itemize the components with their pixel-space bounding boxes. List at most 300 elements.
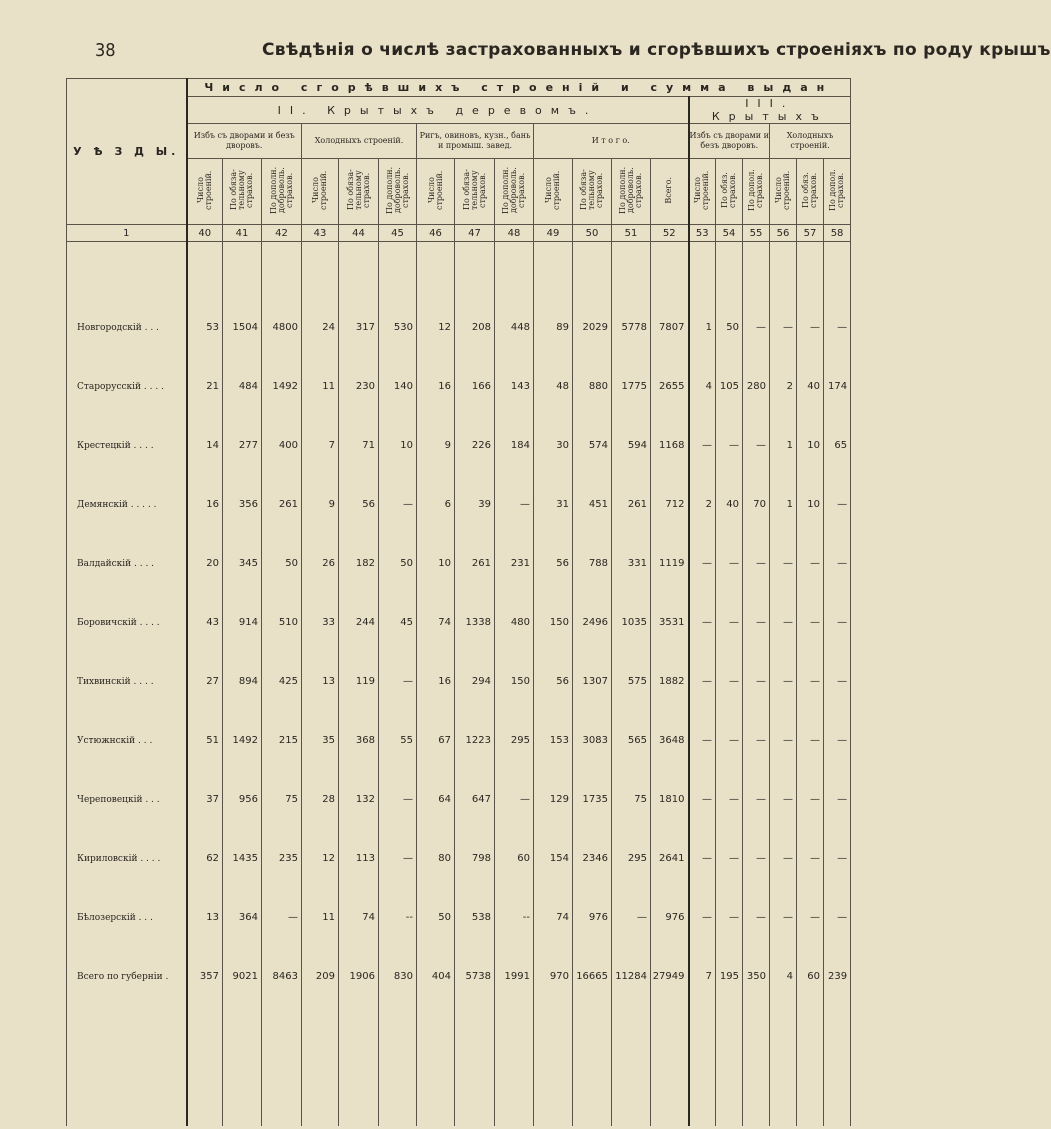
group-header: И т о г о.: [534, 124, 689, 159]
table-cell: —: [495, 770, 534, 829]
table-cell: 209: [302, 947, 339, 1006]
table-cell: —: [743, 298, 770, 357]
table-cell: 30: [534, 416, 573, 475]
table-row: [67, 711, 851, 770]
table-cell: 6: [417, 475, 455, 534]
table-cell: 1223: [455, 711, 495, 770]
table-cell: 27949: [651, 947, 689, 1006]
table-cell: —: [797, 888, 824, 947]
page-title: Свѣдѣнія о числѣ застрахованныхъ и сгорѣвшихъ строеніяхъ по роду крышъ: [262, 40, 1051, 60]
table-cell: 10: [417, 534, 455, 593]
table-cell: —: [689, 711, 716, 770]
table-cell: 55: [379, 711, 417, 770]
table-cell: 39: [455, 475, 495, 534]
table-cell: —: [716, 652, 743, 711]
table-cell: 480: [495, 593, 534, 652]
column-number: 1: [67, 225, 187, 242]
table-cell: 20: [187, 534, 223, 593]
table-cell: —: [743, 711, 770, 770]
table-cell: —: [743, 829, 770, 888]
table-cell: —: [797, 829, 824, 888]
table-row: [67, 888, 851, 947]
column-number: 43: [302, 225, 339, 242]
table-cell: 27: [187, 652, 223, 711]
table-cell: 647: [455, 770, 495, 829]
table-cell: 1435: [223, 829, 262, 888]
table-cell: 75: [262, 770, 302, 829]
table-cell: 261: [262, 475, 302, 534]
table-row: [67, 770, 851, 829]
table-cell: —: [770, 829, 797, 888]
table-cell: 174: [824, 357, 851, 416]
table-row: [67, 593, 851, 652]
table-cell: —: [770, 534, 797, 593]
group-header: Холодныхъ строеній.: [770, 124, 851, 159]
subcol-header: По допол. страхов.: [824, 159, 851, 225]
table-cell: —: [716, 593, 743, 652]
table-cell: 62: [187, 829, 223, 888]
column-number: 41: [223, 225, 262, 242]
table-cell: 24: [302, 298, 339, 357]
table-cell: 345: [223, 534, 262, 593]
table-cell: 50: [417, 888, 455, 947]
table-cell: 13: [302, 652, 339, 711]
table-cell: 788: [573, 534, 612, 593]
column-number: 40: [187, 225, 223, 242]
uezd-name: Череповецкій . . .: [67, 770, 187, 829]
table-cell: 1: [770, 475, 797, 534]
table-cell: 7: [302, 416, 339, 475]
subcol-header: По обяз. страхов.: [797, 159, 824, 225]
table-cell: 48: [534, 357, 573, 416]
table-cell: 8463: [262, 947, 302, 1006]
table-cell: 51: [187, 711, 223, 770]
table-cell: --: [379, 888, 417, 947]
table-cell: 261: [455, 534, 495, 593]
table-cell: 11: [302, 888, 339, 947]
section3-header: III. Крытыхъ: [689, 97, 851, 124]
table-cell: 357: [187, 947, 223, 1006]
subcol-header: По дополн. доброволь. страхов.: [262, 159, 302, 225]
column-number: 58: [824, 225, 851, 242]
table-cell: —: [797, 652, 824, 711]
table-cell: 11284: [612, 947, 651, 1006]
table-cell: —: [689, 534, 716, 593]
table-cell: 16: [187, 475, 223, 534]
table-cell: 712: [651, 475, 689, 534]
table-cell: 12: [302, 829, 339, 888]
column-number: 49: [534, 225, 573, 242]
table-row: [67, 298, 851, 357]
table-cell: 10: [797, 475, 824, 534]
table-cell: 150: [495, 652, 534, 711]
table-cell: 1168: [651, 416, 689, 475]
column-number: 53: [689, 225, 716, 242]
table-cell: 484: [223, 357, 262, 416]
page-number: 38: [95, 40, 116, 61]
table-cell: 538: [455, 888, 495, 947]
column-number: 52: [651, 225, 689, 242]
table-cell: 295: [495, 711, 534, 770]
top-header: Число сгорѣвшихъ строеній и сумма выдан: [187, 79, 851, 97]
table-cell: —: [716, 416, 743, 475]
table-cell: 143: [495, 357, 534, 416]
table-cell: 5738: [455, 947, 495, 1006]
filler-row: [67, 1006, 851, 1126]
uezd-name: Валдайскій . . . .: [67, 534, 187, 593]
table-cell: 1991: [495, 947, 534, 1006]
subcol-header: Число строеній.: [417, 159, 455, 225]
table-cell: 317: [339, 298, 379, 357]
table-cell: 2: [770, 357, 797, 416]
column-number: 57: [797, 225, 824, 242]
table-cell: 50: [716, 298, 743, 357]
table-cell: 64: [417, 770, 455, 829]
uezd-name: Боровичскій . . . .: [67, 593, 187, 652]
statistics-table: [66, 78, 851, 1126]
table-cell: 295: [612, 829, 651, 888]
table-cell: 9021: [223, 947, 262, 1006]
table-cell: 400: [262, 416, 302, 475]
table-cell: 56: [534, 534, 573, 593]
table-cell: 575: [612, 652, 651, 711]
table-cell: —: [689, 593, 716, 652]
table-cell: 45: [379, 593, 417, 652]
table-cell: 1035: [612, 593, 651, 652]
table-cell: —: [797, 770, 824, 829]
table-cell: 574: [573, 416, 612, 475]
table-cell: —: [797, 711, 824, 770]
table-cell: 1492: [262, 357, 302, 416]
table-cell: —: [797, 534, 824, 593]
table-cell: 70: [743, 475, 770, 534]
table-row: [67, 416, 851, 475]
table-cell: 16: [417, 652, 455, 711]
table-cell: 2655: [651, 357, 689, 416]
table-cell: —: [716, 888, 743, 947]
table-cell: —: [262, 888, 302, 947]
table-cell: 132: [339, 770, 379, 829]
table-cell: 153: [534, 711, 573, 770]
table-cell: 530: [379, 298, 417, 357]
table-cell: 230: [339, 357, 379, 416]
table-cell: 89: [534, 298, 573, 357]
subcol-header: Число строеній.: [534, 159, 573, 225]
table-cell: —: [689, 652, 716, 711]
column-number: 55: [743, 225, 770, 242]
table-cell: 154: [534, 829, 573, 888]
table-cell: 1: [770, 416, 797, 475]
subcol-header: По обяза-тельному страхов.: [573, 159, 612, 225]
table-cell: 798: [455, 829, 495, 888]
table-cell: 40: [716, 475, 743, 534]
table-cell: 368: [339, 711, 379, 770]
table-cell: —: [743, 770, 770, 829]
table-cell: 140: [379, 357, 417, 416]
table-cell: —: [770, 711, 797, 770]
column-number: 42: [262, 225, 302, 242]
table-cell: 53: [187, 298, 223, 357]
table-cell: 1775: [612, 357, 651, 416]
table-cell: —: [824, 770, 851, 829]
table-cell: 244: [339, 593, 379, 652]
table-cell: —: [824, 711, 851, 770]
table-row: [67, 534, 851, 593]
table-cell: —: [716, 770, 743, 829]
column-number: 48: [495, 225, 534, 242]
table-cell: —: [716, 534, 743, 593]
table-cell: 1338: [455, 593, 495, 652]
uezd-name: Старорусскій . . . .: [67, 357, 187, 416]
subcol-header: Число строеній.: [770, 159, 797, 225]
table-cell: 56: [339, 475, 379, 534]
table-cell: 33: [302, 593, 339, 652]
table-cell: 2346: [573, 829, 612, 888]
subcol-header: Всего.: [651, 159, 689, 225]
table-cell: —: [716, 711, 743, 770]
table-cell: —: [824, 298, 851, 357]
table-cell: 364: [223, 888, 262, 947]
table-cell: 970: [534, 947, 573, 1006]
table-cell: 1810: [651, 770, 689, 829]
table-cell: 594: [612, 416, 651, 475]
table-cell: —: [379, 475, 417, 534]
table-cell: 425: [262, 652, 302, 711]
uezd-name: Демянскій . . . . .: [67, 475, 187, 534]
table-cell: 43: [187, 593, 223, 652]
table-cell: —: [824, 534, 851, 593]
table-cell: 3083: [573, 711, 612, 770]
table-cell: 9: [302, 475, 339, 534]
table-cell: —: [743, 593, 770, 652]
table-cell: 231: [495, 534, 534, 593]
table-cell: 1492: [223, 711, 262, 770]
column-number: 51: [612, 225, 651, 242]
table-cell: —: [797, 593, 824, 652]
subcol-header: По дополн. доброволь. страхов.: [495, 159, 534, 225]
table-cell: —: [379, 770, 417, 829]
table-cell: 75: [612, 770, 651, 829]
subcol-header: По допол. страхов.: [743, 159, 770, 225]
subcol-header: По обяза-тельному страхов.: [455, 159, 495, 225]
table-cell: 451: [573, 475, 612, 534]
table-cell: —: [689, 888, 716, 947]
table-cell: 215: [262, 711, 302, 770]
table-cell: --: [495, 888, 534, 947]
subcol-header: По дополн. доброволь. страхов.: [612, 159, 651, 225]
table-cell: 182: [339, 534, 379, 593]
table-cell: 1307: [573, 652, 612, 711]
table-cell: 65: [824, 416, 851, 475]
table-cell: —: [716, 829, 743, 888]
table-cell: 235: [262, 829, 302, 888]
table-cell: 12: [417, 298, 455, 357]
table-cell: 448: [495, 298, 534, 357]
table-cell: 113: [339, 829, 379, 888]
column-number: 54: [716, 225, 743, 242]
table-row: [67, 357, 851, 416]
table-cell: 3648: [651, 711, 689, 770]
subcol-header: Число строеній.: [302, 159, 339, 225]
uezd-name: Тихвинскій . . . .: [67, 652, 187, 711]
subcol-header: Число строеній.: [689, 159, 716, 225]
table-cell: 5778: [612, 298, 651, 357]
table-cell: 50: [379, 534, 417, 593]
table-cell: 565: [612, 711, 651, 770]
table-cell: —: [797, 298, 824, 357]
table-cell: 404: [417, 947, 455, 1006]
table-cell: 10: [379, 416, 417, 475]
table-cell: 26: [302, 534, 339, 593]
table-cell: 350: [743, 947, 770, 1006]
column-number: 56: [770, 225, 797, 242]
table-cell: 184: [495, 416, 534, 475]
table-cell: 119: [339, 652, 379, 711]
table-body: [67, 242, 851, 1127]
table-cell: 13: [187, 888, 223, 947]
table-cell: 4800: [262, 298, 302, 357]
table-cell: —: [689, 416, 716, 475]
table-cell: 50: [262, 534, 302, 593]
table-cell: 16665: [573, 947, 612, 1006]
table-cell: 1882: [651, 652, 689, 711]
table-cell: 510: [262, 593, 302, 652]
table-cell: 1906: [339, 947, 379, 1006]
column-number-row: [67, 225, 851, 242]
uezd-name: Новгородскій . . .: [67, 298, 187, 357]
table-cell: 166: [455, 357, 495, 416]
table-cell: 105: [716, 357, 743, 416]
table-cell: 28: [302, 770, 339, 829]
table-cell: —: [612, 888, 651, 947]
table-cell: 976: [573, 888, 612, 947]
table-cell: 830: [379, 947, 417, 1006]
table-cell: —: [689, 770, 716, 829]
group-header: Избъ съ дворами и безъ дворовъ.: [689, 124, 770, 159]
table-cell: 331: [612, 534, 651, 593]
table-cell: 35: [302, 711, 339, 770]
table-cell: 10: [797, 416, 824, 475]
table-cell: 1504: [223, 298, 262, 357]
subcol-header: По обяз. страхов.: [716, 159, 743, 225]
table-cell: 277: [223, 416, 262, 475]
total-row: [67, 947, 851, 1006]
table-cell: 16: [417, 357, 455, 416]
table-cell: 2496: [573, 593, 612, 652]
table-cell: 7: [689, 947, 716, 1006]
table-cell: 4: [770, 947, 797, 1006]
table-cell: 80: [417, 829, 455, 888]
table-cell: 1119: [651, 534, 689, 593]
table-row: [67, 475, 851, 534]
table-cell: 294: [455, 652, 495, 711]
table-cell: —: [743, 652, 770, 711]
table-cell: —: [770, 298, 797, 357]
table-cell: 14: [187, 416, 223, 475]
table-cell: —: [495, 475, 534, 534]
subcol-header: По дополн. доброволь. страхов.: [379, 159, 417, 225]
column-number: 46: [417, 225, 455, 242]
table-cell: 239: [824, 947, 851, 1006]
table-cell: 894: [223, 652, 262, 711]
table-cell: 7807: [651, 298, 689, 357]
table-cell: 11: [302, 357, 339, 416]
table-cell: 280: [743, 357, 770, 416]
table-cell: —: [743, 888, 770, 947]
uezd-name: Крестецкій . . . .: [67, 416, 187, 475]
column-number: 50: [573, 225, 612, 242]
table-cell: 21: [187, 357, 223, 416]
table-cell: —: [689, 829, 716, 888]
table-cell: 914: [223, 593, 262, 652]
table-cell: 976: [651, 888, 689, 947]
uezdy-header: У Ѣ З Д Ы.: [67, 79, 187, 225]
subcol-header: По обяза-тельному страхов.: [223, 159, 262, 225]
table-cell: 4: [689, 357, 716, 416]
column-number: 45: [379, 225, 417, 242]
table-cell: 74: [534, 888, 573, 947]
table-cell: 74: [417, 593, 455, 652]
group-header: Ригъ, овиновъ, кузн., бань и промыш. завед.: [417, 124, 534, 159]
table-cell: 37: [187, 770, 223, 829]
table-cell: 195: [716, 947, 743, 1006]
table-cell: 2029: [573, 298, 612, 357]
section2-header: II. Крытыхъ деревомъ.: [187, 97, 689, 124]
table-cell: —: [770, 593, 797, 652]
uezd-name: Устюжнскій . . .: [67, 711, 187, 770]
table-cell: 56: [534, 652, 573, 711]
table-cell: 2641: [651, 829, 689, 888]
uezd-name: Бѣлозерскій . . .: [67, 888, 187, 947]
table-cell: —: [770, 770, 797, 829]
table-cell: —: [379, 652, 417, 711]
table-cell: —: [824, 888, 851, 947]
table-cell: —: [379, 829, 417, 888]
table-cell: 74: [339, 888, 379, 947]
table-cell: 40: [797, 357, 824, 416]
table-cell: 356: [223, 475, 262, 534]
table-cell: 31: [534, 475, 573, 534]
table-cell: —: [824, 593, 851, 652]
table-cell: 129: [534, 770, 573, 829]
subcol-header: Число строеній.: [187, 159, 223, 225]
table-cell: —: [770, 652, 797, 711]
spacer-row: [67, 242, 851, 299]
group-header: Избъ съ дворами и безъ дворовъ.: [187, 124, 302, 159]
table-cell: 3531: [651, 593, 689, 652]
table-cell: 1: [689, 298, 716, 357]
column-number: 44: [339, 225, 379, 242]
table-cell: —: [824, 829, 851, 888]
group-header: Холодныхъ строеній.: [302, 124, 417, 159]
table-cell: 150: [534, 593, 573, 652]
table-cell: —: [824, 652, 851, 711]
table-cell: 60: [797, 947, 824, 1006]
table-cell: 208: [455, 298, 495, 357]
table-cell: 2: [689, 475, 716, 534]
table-cell: —: [743, 416, 770, 475]
table-row: [67, 652, 851, 711]
uezd-name: Кириловскій . . . .: [67, 829, 187, 888]
table-cell: 1735: [573, 770, 612, 829]
uezd-name: Всего по губерніи .: [67, 947, 187, 1006]
table-cell: —: [743, 534, 770, 593]
table-cell: —: [770, 888, 797, 947]
table-cell: 956: [223, 770, 262, 829]
table-cell: 71: [339, 416, 379, 475]
table-cell: 261: [612, 475, 651, 534]
table-cell: 67: [417, 711, 455, 770]
